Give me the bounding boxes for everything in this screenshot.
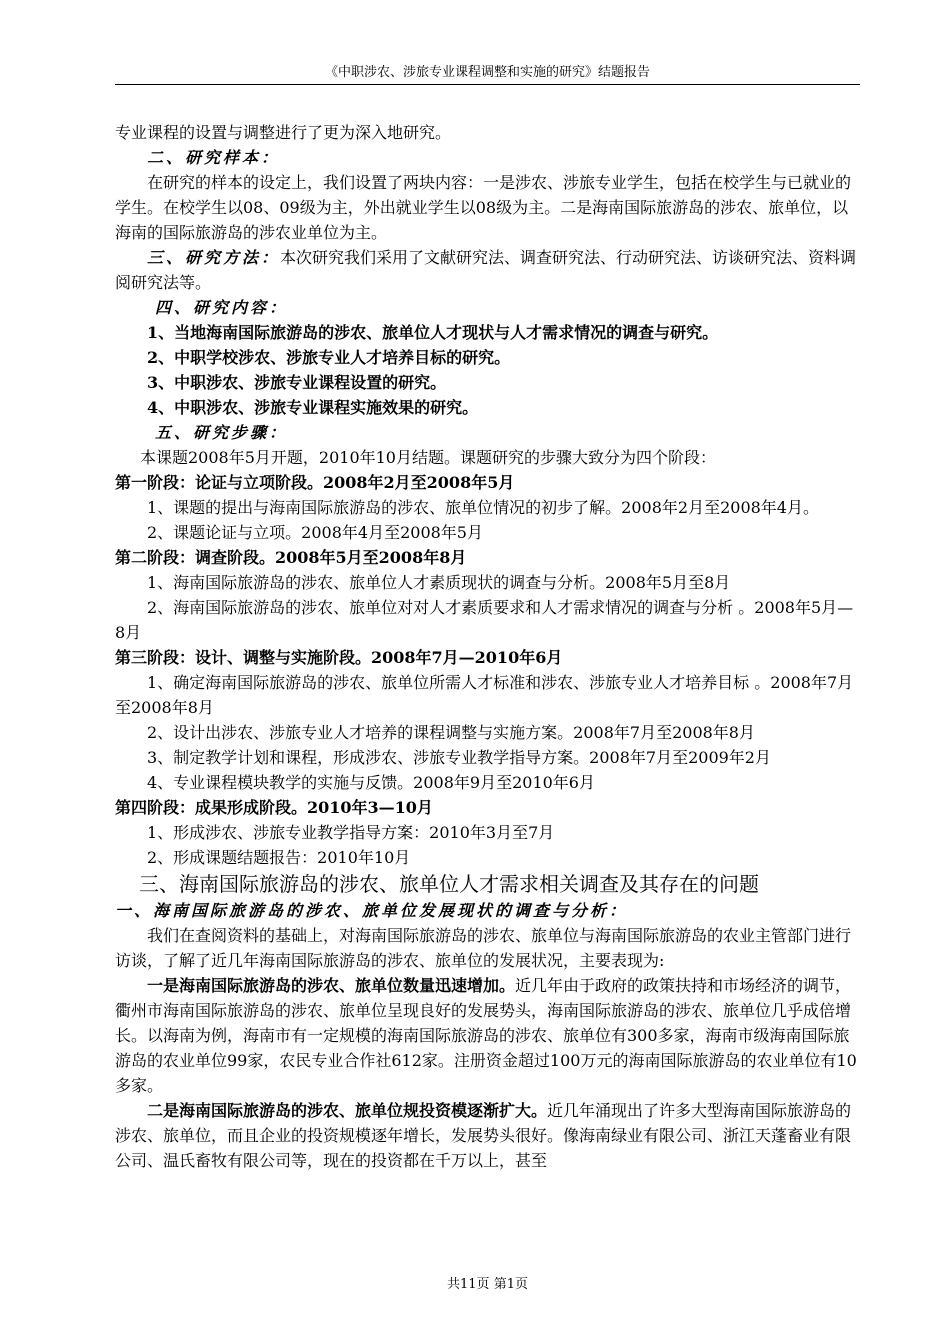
section-heading: 三、研究方法：	[147, 248, 281, 267]
document-body	[115, 120, 860, 1173]
list-item: 1、当地海南国际旅游岛的涉农、旅单位人才现状与人才需求情况的调查与研究。	[147, 323, 719, 342]
section-heading: 五、研究步骤：	[155, 423, 289, 442]
paragraph-text: 近几年由于政府的政策扶持和市场经济的调节，衢州市海南国际旅游岛的涉农、旅单位呈现良好的发展势头，海南国际旅游岛的涉农、旅单位几乎成倍增长。以海南为例，海南市有一定规模的海南国际旅游岛的涉农、旅单位有300多家，海南市级海南国际旅游岛的农业单位99家，农民专业合作社612家。注册资金超过100万元的海南国际旅游岛的农业单位有10多家。	[115, 976, 857, 1095]
list-item: 1、海南国际旅游岛的涉农、旅单位人才素质现状的调查与分析。2008年5月至8月	[147, 573, 731, 592]
phase-title: 第二阶段：调查阶段。2008年5月至2008年8月	[115, 548, 467, 567]
page-footer: 共11页 第1页	[447, 1277, 528, 1292]
phase-title: 第一阶段：论证与立项阶段。2008年2月至2008年5月	[115, 473, 515, 492]
list-item: 2、海南国际旅游岛的涉农、旅单位对对人才素质要求和人才需求情况的调查与分析 。2008年5月—8月	[115, 598, 854, 642]
section-heading: 二、研究样本：	[147, 148, 281, 167]
paragraph-text: 本次研究我们采用了文献研究法、调查研究法、行动研究法、访谈研究法、资料调阅研究法等。	[115, 248, 857, 292]
list-item: 2、设计出涉农、涉旅专业人才培养的课程调整与实施方案。2008年7月至2008年8月	[147, 723, 755, 742]
header-divider	[115, 84, 860, 85]
list-item: 2、中职学校涉农、涉旅专业人才培养目标的研究。	[147, 348, 511, 367]
paragraph: 专业课程的设置与调整进行了更为深入地研究。	[115, 123, 452, 142]
paragraph	[115, 1098, 860, 1173]
page-header: 《中职涉农、涉旅专业课程调整和实施的研究》结题报告	[324, 65, 650, 80]
paragraph-text: 近几年涌现出了许多大型海南国际旅游岛的涉农、旅单位，而且企业的投资规模逐年增长，发展势头很好。像海南绿业有限公司、浙江天蓬畜业有限公司、温氏畜牧有限公司等，现在的投资都在千万以上，甚至	[115, 1101, 852, 1170]
chapter-title: 三、海南国际旅游岛的涉农、旅单位人才需求相关调查及其存在的问题	[139, 872, 759, 896]
paragraph	[115, 245, 860, 295]
paragraph	[115, 973, 860, 1098]
list-item: 4、中职涉农、涉旅专业课程实施效果的研究。	[147, 398, 479, 417]
subsection-heading: 一、海南国际旅游岛的涉农、旅单位发展现状的调查与分析：	[115, 901, 629, 920]
paragraph: 本课题2008年5月开题，2010年10月结题。课题研究的步骤大致分为四个阶段：	[140, 448, 716, 467]
phase-title: 第四阶段：成果形成阶段。2010年3—10月	[115, 798, 433, 817]
list-item: 3、制定教学计划和课程，形成涉农、涉旅专业教学指导方案。2008年7月至2009年2月	[147, 748, 771, 767]
lead-sentence: 一是海南国际旅游岛的涉农、旅单位数量迅速增加。	[147, 976, 516, 995]
list-item: 4、专业课程模块教学的实施与反馈。2008年9月至2010年6月	[147, 773, 595, 792]
list-item: 1、确定海南国际旅游岛的涉农、旅单位所需人才标准和涉农、涉旅专业人才培养目标 。2008年7月至2008年8月	[115, 673, 854, 717]
list-item: 3、中职涉农、涉旅专业课程设置的研究。	[147, 373, 447, 392]
list-item: 2、课题论证与立项。2008年4月至2008年5月	[147, 523, 483, 542]
paragraph: 在研究的样本的设定上，我们设置了两块内容：一是涉农、涉旅专业学生，包括在校学生与已就业的学生。在校学生以08、09级为主，外出就业学生以08级为主。二是海南国际旅游岛的涉农、旅单位，以海南的国际旅游岛的涉农业单位为主。	[115, 173, 852, 242]
phase-title: 第三阶段：设计、调整与实施阶段。2008年7月—2010年6月	[115, 648, 563, 667]
list-item: 1、形成涉农、涉旅专业教学指导方案：2010年3月至7月	[147, 823, 555, 842]
section-heading: 四、研究内容：	[155, 298, 289, 317]
lead-sentence: 二是海南国际旅游岛的涉农、旅单位规投资模逐渐扩大。	[147, 1101, 548, 1120]
paragraph: 我们在查阅资料的基础上，对海南国际旅游岛的涉农、旅单位与海南国际旅游岛的农业主管部门进行访谈，了解了近几年海南国际旅游岛的涉农、旅单位的发展状况，主要表现为:	[115, 926, 852, 970]
list-item: 1、课题的提出与海南国际旅游岛的涉农、旅单位情况的初步了解。2008年2月至2008年4月。	[147, 498, 819, 517]
list-item: 2、形成课题结题报告：2010年10月	[147, 848, 411, 867]
